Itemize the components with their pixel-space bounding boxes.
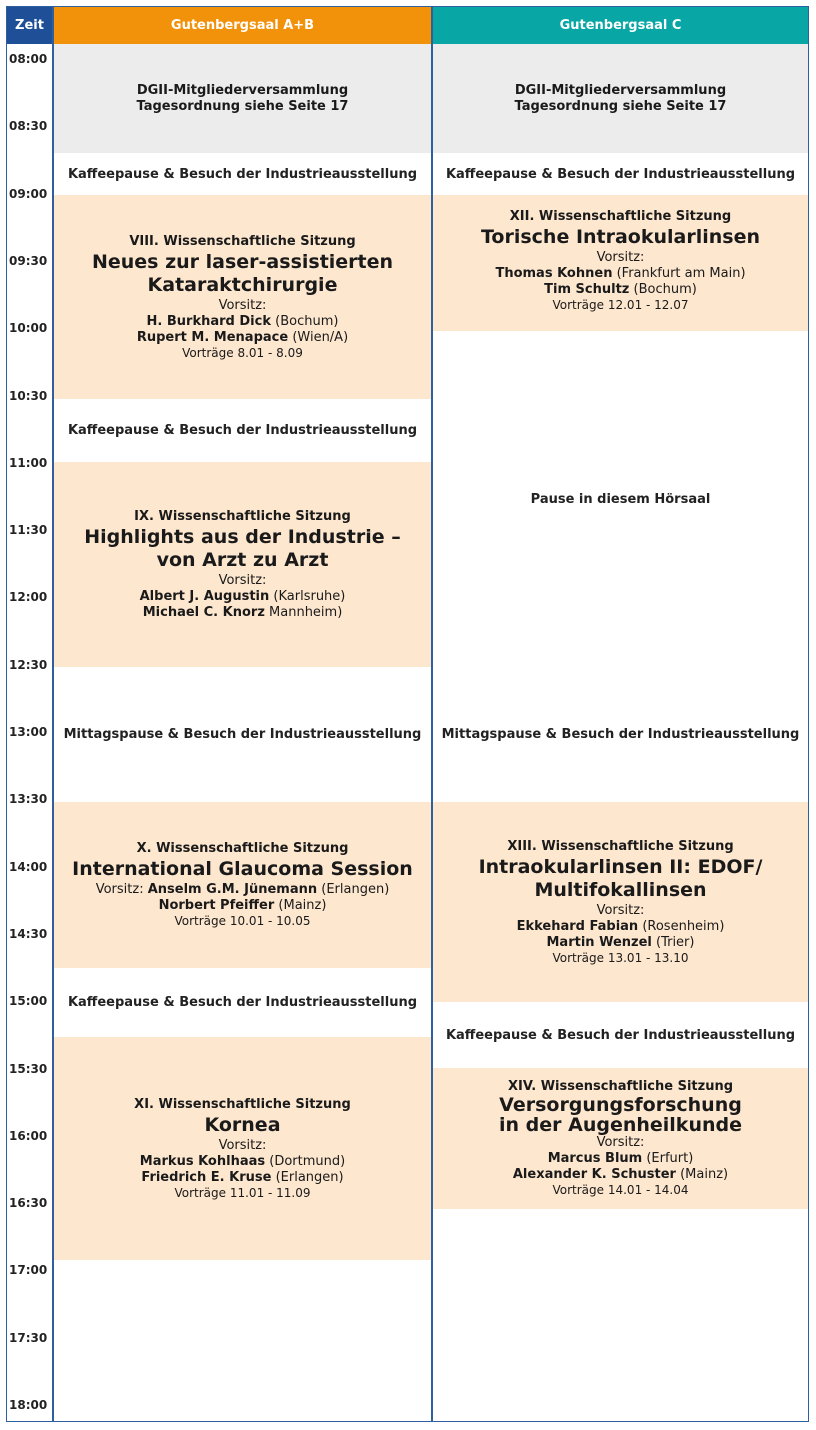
chair-label: Vorsitz: — [596, 902, 645, 918]
chair-label: Vorsitz: — [596, 250, 645, 265]
chair-name: Thomas Kohnen — [495, 266, 613, 281]
session-number: VIII. Wissenschaftliche Sitzung — [129, 233, 356, 249]
meeting-line2: Tagesordnung siehe Seite 17 — [136, 98, 349, 114]
time-column-header: Zeit — [6, 6, 53, 44]
schedule-frame — [6, 6, 809, 1422]
talks-range: Vorträge 10.01 - 10.05 — [174, 914, 311, 928]
chair-city: (Frankfurt am Main) — [616, 266, 746, 281]
break-text: Kaffeepause & Besuch der Industrieausstellung — [445, 166, 796, 182]
chair-city: (Mainz) — [680, 1167, 729, 1182]
chair-name: Albert J. Augustin — [139, 588, 270, 604]
time-label: 12:00 — [9, 590, 48, 605]
lunch-text: Mittagspause & Besuch der Industrieausstellung — [63, 727, 422, 742]
time-label: 16:00 — [9, 1128, 48, 1143]
talks-range: Vorträge 8.01 - 8.09 — [182, 345, 303, 360]
chair-label: Vorsitz: — [95, 882, 144, 897]
session-title: Multifokallinsen — [534, 878, 707, 901]
break-text: Kaffeepause & Besuch der Industrieausstellung — [445, 1027, 796, 1043]
meeting-line1: DGII-Mitgliederversammlung — [514, 82, 727, 98]
time-label: 09:30 — [9, 253, 48, 268]
chair-city: (Rosenheim) — [642, 918, 725, 934]
session-title: Highlights aus der Industrie – — [84, 525, 401, 548]
time-label: 12:30 — [9, 657, 48, 672]
break-text: Kaffeepause & Besuch der Industrieausstellung — [67, 423, 418, 438]
time-label: 11:00 — [9, 455, 48, 470]
chair-city: (Dortmund) — [269, 1153, 346, 1169]
session-title: Kataraktchirurgie — [147, 273, 338, 296]
chair-name: Tim Schultz — [544, 282, 630, 297]
break-text: Kaffeepause & Besuch der Industrieausstellung — [67, 995, 418, 1010]
time-label: 14:30 — [9, 926, 48, 941]
chair-name: Norbert Pfeiffer — [158, 898, 275, 913]
session-number: XII. Wissenschaftliche Sitzung — [509, 209, 732, 224]
session-title: in der Augenheilkunde — [499, 1114, 742, 1136]
break-text: Kaffeepause & Besuch der Industrieausstellung — [67, 166, 418, 182]
session-title: Versorgungsforschung — [499, 1094, 742, 1116]
room-header-c: Gutenbergsaal C — [432, 6, 809, 44]
time-label: 14:00 — [9, 859, 48, 874]
talks-range: Vorträge 12.01 - 12.07 — [552, 298, 689, 312]
session-title: Torische Intraokularlinsen — [480, 226, 761, 248]
meeting-line1: DGII-Mitgliederversammlung — [136, 82, 349, 98]
chair-name: Anselm G.M. Jünemann — [147, 882, 318, 897]
time-label: 09:00 — [9, 186, 48, 201]
session-number: XIV. Wissenschaftliche Sitzung — [507, 1079, 734, 1094]
talks-range: Vorträge 14.01 - 14.04 — [552, 1183, 689, 1197]
time-label: 17:30 — [9, 1330, 48, 1345]
chair-city: (Erlangen) — [275, 1169, 344, 1185]
pause-text: Pause in diesem Hörsaal — [530, 491, 711, 507]
talks-range: Vorträge 13.01 - 13.10 — [552, 950, 689, 965]
session-number: X. Wissenschaftliche Sitzung — [136, 841, 349, 856]
time-label: 08:00 — [9, 52, 48, 66]
chair-city: (Wien/A) — [292, 329, 349, 345]
time-label: 15:30 — [9, 1061, 48, 1076]
chair-city: (Erfurt) — [646, 1151, 694, 1166]
meeting-line2: Tagesordnung siehe Seite 17 — [514, 98, 727, 114]
time-label: 10:00 — [9, 321, 48, 336]
session-title: International Glaucoma Session — [72, 858, 413, 880]
chair-name: Martin Wenzel — [546, 934, 652, 950]
time-label: 11:30 — [9, 523, 48, 538]
session-title: Intraokularlinsen II: EDOF/ — [478, 855, 763, 878]
time-label: 13:30 — [9, 792, 48, 807]
chair-label: Vorsitz: — [596, 1135, 645, 1150]
talks-range: Vorträge 11.01 - 11.09 — [174, 1185, 311, 1200]
chair-city: (Mainz) — [278, 898, 327, 913]
chair-label: Vorsitz: — [218, 1137, 267, 1153]
session-number: IX. Wissenschaftliche Sitzung — [134, 508, 351, 524]
session-title: von Arzt zu Arzt — [156, 548, 329, 571]
chair-name: H. Burkhard Dick — [146, 313, 271, 329]
session-number: XIII. Wissenschaftliche Sitzung — [507, 838, 734, 854]
session-title: Kornea — [204, 1113, 281, 1136]
chair-city: (Bochum) — [633, 282, 697, 297]
chair-city: (Trier) — [656, 934, 695, 950]
time-label: 16:30 — [9, 1196, 48, 1211]
session-number: XI. Wissenschaftliche Sitzung — [134, 1096, 351, 1112]
chair-city: (Karlsruhe) — [273, 588, 346, 604]
chair-city: (Erlangen) — [321, 882, 390, 897]
lunch-text: Mittagspause & Besuch der Industrieausstellung — [441, 727, 800, 742]
time-label: 10:30 — [9, 388, 48, 403]
chair-city: (Bochum) — [275, 313, 339, 329]
chair-name: Friedrich E. Kruse — [141, 1169, 272, 1185]
chair-city: Mannheim) — [269, 604, 343, 620]
chair-label: Vorsitz: — [218, 572, 267, 588]
time-label: 17:00 — [9, 1263, 48, 1278]
time-label: 08:30 — [9, 119, 48, 134]
time-label: 13:00 — [9, 725, 48, 739]
chair-name: Alexander K. Schuster — [512, 1167, 676, 1182]
chair-name: Markus Kohlhaas — [139, 1153, 266, 1169]
chair-name: Rupert M. Menapace — [136, 329, 289, 345]
session-title: Neues zur laser-assistierten — [91, 250, 394, 273]
chair-label: Vorsitz: — [218, 297, 267, 313]
chair-name: Ekkehard Fabian — [516, 918, 639, 934]
chair-name: Marcus Blum — [547, 1151, 643, 1166]
time-label: 18:00 — [9, 1398, 48, 1412]
chair-name: Michael C. Knorz — [142, 604, 265, 620]
room-header-a: Gutenbergsaal A+B — [53, 6, 432, 44]
time-label: 15:00 — [9, 994, 48, 1009]
